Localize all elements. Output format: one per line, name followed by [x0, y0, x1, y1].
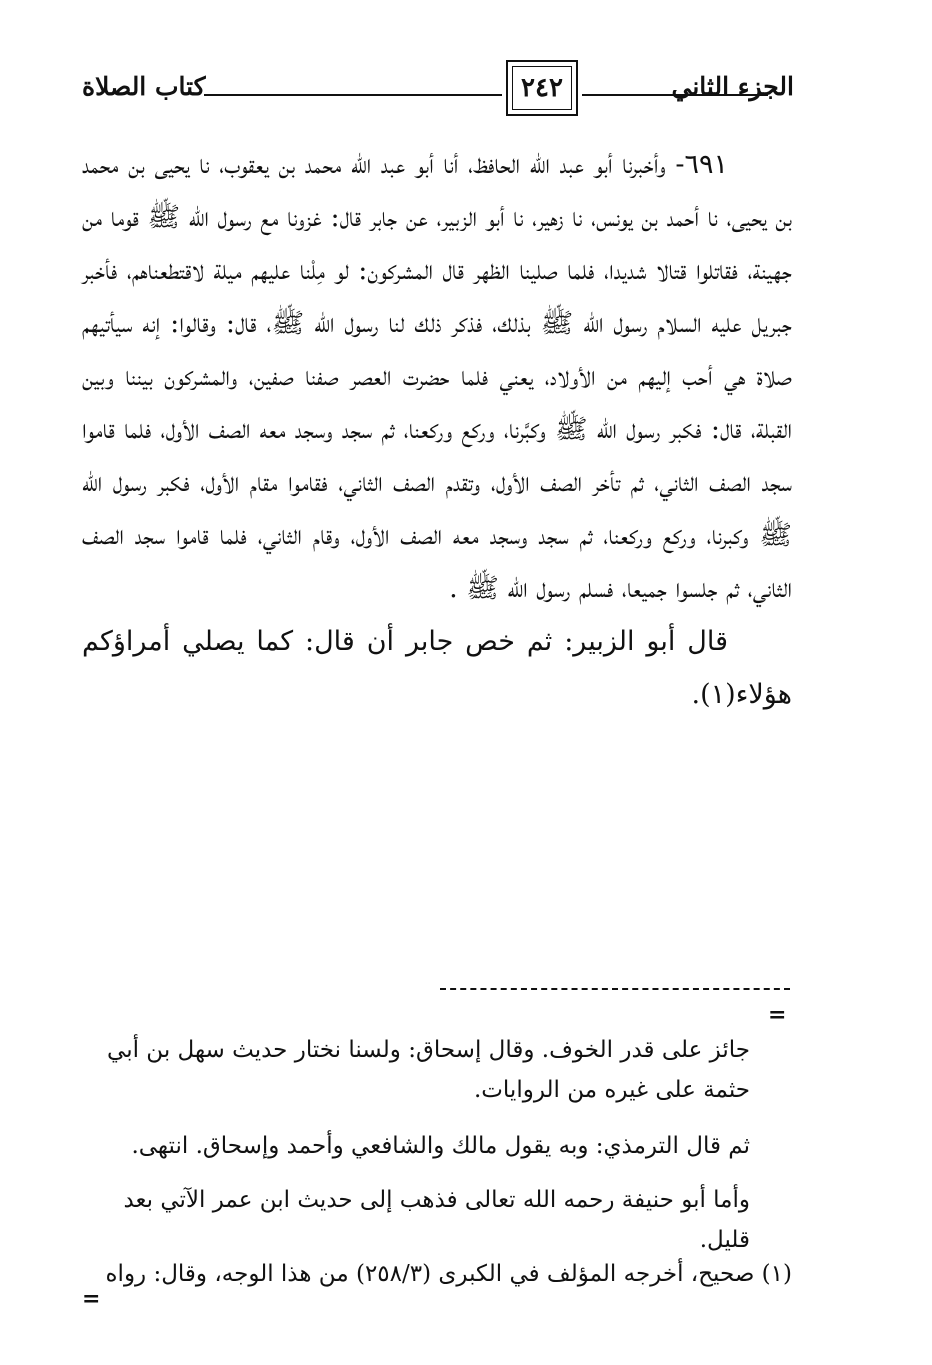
continuation-mark-bottom: = [82, 1286, 101, 1312]
header-rule-left [204, 94, 502, 96]
continuation-mark-top: = [768, 1002, 787, 1028]
narrator-comment-paragraph: قال أبو الزبير: ثم خص جابر أن قال: كما يصلي أمراؤكم هؤلاء(١). [82, 626, 792, 710]
footnote-abu-hanifa-line: وأما أبو حنيفة رحمه الله تعالى فذهب إلى حديث ابن عمر الآتي بعد قليل. [123, 1187, 750, 1253]
chapter-title: كتاب الصلاة [82, 72, 206, 101]
footnote-separator [440, 988, 790, 990]
main-text [82, 138, 792, 721]
footnote-1: (١) صحيح، أخرجه المؤلف في الكبرى (٢٥٨/٣) من هذا الوجه، وقال: رواه [105, 1261, 792, 1287]
header-rule-right [582, 94, 768, 96]
footnote-tirmidhi-line: ثم قال الترمذي: وبه يقول مالك والشافعي وأحمد وإسحاق. انتهى. [131, 1133, 750, 1159]
page-number-box [506, 60, 578, 116]
page-header [82, 60, 794, 120]
hadith-paragraph: ٦٩١- وأخبرنا أبو عبد الله الحافظ، أنا أبو عبد الله محمد بن يعقوب، نا يحيى بن محمد بن يحيى، نا أحمد بن يونس، نا زهير، نا أبو الزبير، عن جابر قال: غزونا مع رسول الله ﷺ قوما من جهينة، فقاتلوا قتالا شديدا، فلما صلينا الظهر قال المشركون: لو مِلْنا عليهم ميلة لاقتطعناهم، فأخبر جبريل عليه السلام رسول الله ﷺ بذلك، فذكر ذلك لنا رسول الله ﷺ، قال: وقالوا: إنه سيأتيهم صلاة هي أحب إليهم من الأولاد، يعني فلما حضرت العصر صفنا صفين، والمشركون بيننا وبين القبلة، قال: فكبر رسول الله ﷺ وكبَّرنا، وركع وركعنا، ثم سجد وسجد معه الصف الأول، فلما قاموا سجد الصف الثاني، ثم تأخر الصف الأول، وتقدم الصف الثاني، فقاموا مقام الأول، فكبر رسول الله ﷺ وكبرنا، وركع وركعنا، ثم سجد وسجد معه الصف الأول، وقام الثاني، فلما قاموا سجد الصف الثاني، ثم جلسوا جميعا، فسلم رسول الله ﷺ . [82, 149, 792, 604]
footnote-continued-line: جائز على قدر الخوف. وقال إسحاق: ولسنا نختار حديث سهل بن أبي حثمة على غيره من الروايات. [107, 1037, 750, 1103]
footnotes [82, 1030, 750, 1274]
volume-title: الجزء الثاني [671, 72, 794, 101]
page-number: ٢٤٢ [521, 73, 563, 103]
